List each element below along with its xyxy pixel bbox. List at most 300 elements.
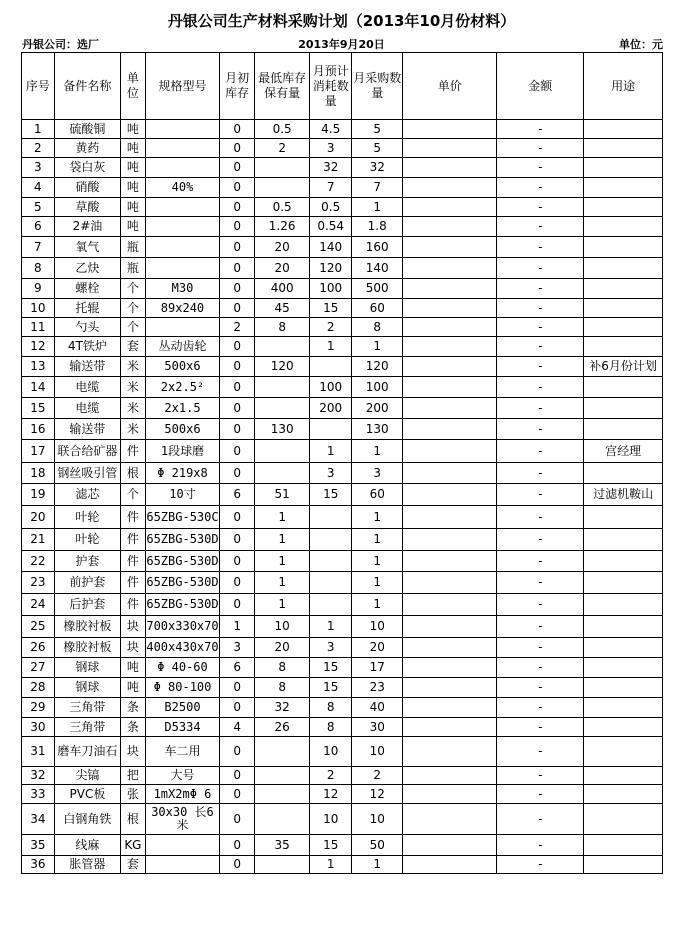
cell-purpose <box>584 594 663 616</box>
table-row <box>22 638 663 658</box>
cell-min-stock <box>255 785 310 804</box>
cell-min-stock: 1 <box>255 572 310 594</box>
cell-unit-price <box>403 158 497 178</box>
cell-name: 硝酸 <box>54 178 120 198</box>
table-row <box>22 856 663 874</box>
cell-min-stock: 1.26 <box>255 217 310 237</box>
header-opening-stock: 月初库存 <box>220 53 255 120</box>
cell-opening-stock: 0 <box>220 357 255 377</box>
table-row <box>22 616 663 638</box>
cell-unit-price <box>403 718 497 737</box>
cell-unit-price <box>403 198 497 217</box>
cell-min-stock <box>255 804 310 835</box>
cell-spec: M30 <box>145 279 220 299</box>
cell-unit: 条 <box>121 698 146 718</box>
cell-purchase-qty: 12 <box>352 785 403 804</box>
cell-planned-consumption <box>310 419 352 440</box>
cell-opening-stock: 0 <box>220 856 255 874</box>
cell-spec <box>145 835 220 856</box>
cell-planned-consumption: 200 <box>310 398 352 419</box>
cell-spec: 1mX2mΦ 6 <box>145 785 220 804</box>
cell-seq: 24 <box>22 594 55 616</box>
cell-amount: - <box>497 258 584 279</box>
cell-min-stock: 1 <box>255 594 310 616</box>
cell-purpose <box>584 377 663 398</box>
cell-seq: 13 <box>22 357 55 377</box>
cell-min-stock: 130 <box>255 419 310 440</box>
cell-amount: - <box>497 594 584 616</box>
cell-opening-stock: 0 <box>220 551 255 572</box>
cell-name: 勺头 <box>54 318 120 337</box>
cell-unit-price <box>403 698 497 718</box>
cell-purchase-qty: 50 <box>352 835 403 856</box>
cell-purpose <box>584 337 663 357</box>
cell-unit-price <box>403 357 497 377</box>
cell-spec: 89x240 <box>145 299 220 318</box>
cell-purchase-qty: 200 <box>352 398 403 419</box>
cell-unit-price <box>403 337 497 357</box>
cell-seq: 2 <box>22 139 55 158</box>
table-row <box>22 120 663 139</box>
cell-name: 叶轮 <box>54 529 120 551</box>
cell-seq: 34 <box>22 804 55 835</box>
cell-unit: 块 <box>121 737 146 767</box>
table-row <box>22 463 663 484</box>
cell-purpose <box>584 856 663 874</box>
cell-name: 钢球 <box>54 658 120 678</box>
cell-unit-price <box>403 120 497 139</box>
cell-planned-consumption: 3 <box>310 638 352 658</box>
cell-seq: 26 <box>22 638 55 658</box>
cell-seq: 19 <box>22 484 55 506</box>
cell-name: 乙炔 <box>54 258 120 279</box>
cell-unit-price <box>403 835 497 856</box>
cell-min-stock: 20 <box>255 258 310 279</box>
cell-opening-stock: 0 <box>220 835 255 856</box>
cell-unit: 件 <box>121 551 146 572</box>
cell-min-stock: 32 <box>255 698 310 718</box>
cell-planned-consumption: 1 <box>310 856 352 874</box>
cell-amount: - <box>497 718 584 737</box>
cell-unit-price <box>403 856 497 874</box>
cell-name: 电缆 <box>54 398 120 419</box>
cell-unit: 个 <box>121 299 146 318</box>
cell-name: 胀管器 <box>54 856 120 874</box>
cell-min-stock <box>255 398 310 419</box>
cell-name: 钢丝吸引管 <box>54 463 120 484</box>
purchase-plan-table <box>21 52 663 874</box>
cell-name: 后护套 <box>54 594 120 616</box>
cell-purpose <box>584 299 663 318</box>
cell-purpose <box>584 767 663 785</box>
cell-opening-stock: 0 <box>220 767 255 785</box>
cell-unit-price <box>403 377 497 398</box>
cell-opening-stock: 0 <box>220 139 255 158</box>
cell-min-stock: 8 <box>255 318 310 337</box>
cell-spec <box>145 198 220 217</box>
cell-unit-price <box>403 237 497 258</box>
cell-unit-price <box>403 551 497 572</box>
cell-purpose <box>584 551 663 572</box>
cell-name: 叶轮 <box>54 506 120 529</box>
cell-purpose <box>584 529 663 551</box>
cell-spec: 1段球磨 <box>145 440 220 463</box>
cell-unit: 米 <box>121 377 146 398</box>
cell-planned-consumption: 100 <box>310 279 352 299</box>
cell-opening-stock: 0 <box>220 529 255 551</box>
cell-purchase-qty: 1.8 <box>352 217 403 237</box>
cell-name: 草酸 <box>54 198 120 217</box>
cell-opening-stock: 0 <box>220 198 255 217</box>
table-row <box>22 139 663 158</box>
cell-spec: 10寸 <box>145 484 220 506</box>
cell-unit: 吨 <box>121 198 146 217</box>
cell-min-stock <box>255 463 310 484</box>
cell-purchase-qty: 23 <box>352 678 403 698</box>
cell-min-stock: 1 <box>255 529 310 551</box>
cell-min-stock: 35 <box>255 835 310 856</box>
cell-unit-price <box>403 299 497 318</box>
cell-amount: - <box>497 120 584 139</box>
header-seq: 序号 <box>22 53 55 120</box>
cell-purpose <box>584 419 663 440</box>
header-purchase-qty: 月采购数量 <box>352 53 403 120</box>
cell-purpose <box>584 217 663 237</box>
cell-min-stock <box>255 377 310 398</box>
cell-spec: 400x430x70 <box>145 638 220 658</box>
cell-unit-price <box>403 678 497 698</box>
cell-purpose <box>584 737 663 767</box>
cell-spec <box>145 258 220 279</box>
cell-name: 4T铁炉 <box>54 337 120 357</box>
table-row <box>22 337 663 357</box>
cell-spec: 500x6 <box>145 357 220 377</box>
table-row <box>22 804 663 835</box>
cell-purpose <box>584 506 663 529</box>
cell-spec: Φ 80-100 <box>145 678 220 698</box>
cell-opening-stock: 0 <box>220 506 255 529</box>
cell-purchase-qty: 100 <box>352 377 403 398</box>
cell-purpose <box>584 835 663 856</box>
cell-unit-price <box>403 440 497 463</box>
cell-purchase-qty: 60 <box>352 299 403 318</box>
cell-opening-stock: 0 <box>220 299 255 318</box>
cell-amount: - <box>497 835 584 856</box>
cell-spec: 65ZBG-530D <box>145 551 220 572</box>
cell-amount: - <box>497 299 584 318</box>
cell-purchase-qty: 140 <box>352 258 403 279</box>
cell-opening-stock: 6 <box>220 484 255 506</box>
cell-purpose <box>584 237 663 258</box>
cell-unit: 件 <box>121 506 146 529</box>
cell-unit: 米 <box>121 398 146 419</box>
cell-unit-price <box>403 258 497 279</box>
cell-amount: - <box>497 398 584 419</box>
cell-min-stock <box>255 178 310 198</box>
cell-amount: - <box>497 198 584 217</box>
cell-seq: 35 <box>22 835 55 856</box>
cell-planned-consumption: 1 <box>310 337 352 357</box>
cell-spec: 700x330x70 <box>145 616 220 638</box>
cell-opening-stock: 6 <box>220 658 255 678</box>
cell-purpose <box>584 258 663 279</box>
cell-purpose: 补6月份计划 <box>584 357 663 377</box>
cell-min-stock: 120 <box>255 357 310 377</box>
cell-opening-stock: 0 <box>220 804 255 835</box>
table-row <box>22 178 663 198</box>
table-row <box>22 658 663 678</box>
cell-spec: 车二用 <box>145 737 220 767</box>
cell-unit-price <box>403 804 497 835</box>
cell-purchase-qty: 10 <box>352 737 403 767</box>
cell-purpose: 宫经理 <box>584 440 663 463</box>
cell-purchase-qty: 60 <box>352 484 403 506</box>
cell-purchase-qty: 5 <box>352 139 403 158</box>
cell-seq: 18 <box>22 463 55 484</box>
cell-seq: 6 <box>22 217 55 237</box>
cell-min-stock: 8 <box>255 658 310 678</box>
cell-min-stock: 0.5 <box>255 120 310 139</box>
cell-min-stock: 45 <box>255 299 310 318</box>
cell-amount: - <box>497 484 584 506</box>
cell-planned-consumption: 12 <box>310 785 352 804</box>
cell-opening-stock: 0 <box>220 120 255 139</box>
cell-min-stock: 20 <box>255 237 310 258</box>
cell-unit: 吨 <box>121 217 146 237</box>
cell-seq: 36 <box>22 856 55 874</box>
cell-seq: 20 <box>22 506 55 529</box>
cell-name: PVC板 <box>54 785 120 804</box>
cell-amount: - <box>497 217 584 237</box>
cell-amount: - <box>497 737 584 767</box>
cell-unit: 件 <box>121 594 146 616</box>
cell-planned-consumption: 1 <box>310 440 352 463</box>
cell-purchase-qty: 1 <box>352 198 403 217</box>
cell-opening-stock: 2 <box>220 318 255 337</box>
cell-opening-stock: 0 <box>220 785 255 804</box>
cell-unit: 吨 <box>121 158 146 178</box>
cell-purchase-qty: 40 <box>352 698 403 718</box>
cell-planned-consumption: 2 <box>310 318 352 337</box>
cell-planned-consumption: 15 <box>310 835 352 856</box>
cell-min-stock <box>255 767 310 785</box>
header-name: 备件名称 <box>54 53 120 120</box>
table-row <box>22 529 663 551</box>
cell-unit: 瓶 <box>121 258 146 279</box>
cell-opening-stock: 0 <box>220 463 255 484</box>
table-row <box>22 158 663 178</box>
cell-unit-price <box>403 658 497 678</box>
cell-seq: 28 <box>22 678 55 698</box>
cell-spec: 30x30 长6米 <box>145 804 220 835</box>
cell-unit: 套 <box>121 856 146 874</box>
table-row <box>22 678 663 698</box>
cell-seq: 17 <box>22 440 55 463</box>
cell-unit: 张 <box>121 785 146 804</box>
cell-purpose <box>584 120 663 139</box>
cell-name: 黄药 <box>54 139 120 158</box>
cell-spec <box>145 217 220 237</box>
table-row <box>22 419 663 440</box>
cell-purchase-qty: 17 <box>352 658 403 678</box>
cell-purchase-qty: 1 <box>352 594 403 616</box>
cell-purchase-qty: 1 <box>352 440 403 463</box>
cell-unit: 根 <box>121 463 146 484</box>
cell-seq: 10 <box>22 299 55 318</box>
cell-spec: 65ZBG-530D <box>145 572 220 594</box>
cell-unit-price <box>403 529 497 551</box>
cell-unit: 吨 <box>121 678 146 698</box>
cell-seq: 25 <box>22 616 55 638</box>
cell-min-stock: 400 <box>255 279 310 299</box>
table-row <box>22 357 663 377</box>
cell-purchase-qty: 1 <box>352 506 403 529</box>
cell-name: 电缆 <box>54 377 120 398</box>
header-min-stock: 最低库存保有量 <box>255 53 310 120</box>
cell-purchase-qty: 30 <box>352 718 403 737</box>
cell-opening-stock: 0 <box>220 217 255 237</box>
table-row <box>22 318 663 337</box>
cell-unit-price <box>403 638 497 658</box>
cell-unit: 瓶 <box>121 237 146 258</box>
cell-purpose <box>584 398 663 419</box>
cell-planned-consumption <box>310 572 352 594</box>
cell-min-stock: 1 <box>255 506 310 529</box>
cell-amount: - <box>497 279 584 299</box>
cell-planned-consumption: 1 <box>310 616 352 638</box>
cell-purpose <box>584 658 663 678</box>
cell-spec: Φ 40-60 <box>145 658 220 678</box>
cell-unit: 块 <box>121 616 146 638</box>
cell-name: 硫酸铜 <box>54 120 120 139</box>
date-label: 2013年9月20日 <box>298 38 385 51</box>
cell-min-stock: 2 <box>255 139 310 158</box>
cell-seq: 27 <box>22 658 55 678</box>
cell-planned-consumption <box>310 529 352 551</box>
cell-opening-stock: 0 <box>220 377 255 398</box>
header-unit: 单位 <box>121 53 146 120</box>
cell-purpose <box>584 638 663 658</box>
cell-unit-price <box>403 572 497 594</box>
cell-opening-stock: 0 <box>220 594 255 616</box>
cell-spec: 65ZBG-530C <box>145 506 220 529</box>
cell-name: 螺栓 <box>54 279 120 299</box>
cell-opening-stock: 0 <box>220 698 255 718</box>
cell-purpose <box>584 678 663 698</box>
company-label: 丹银公司：选厂 <box>22 38 99 51</box>
cell-seq: 8 <box>22 258 55 279</box>
cell-planned-consumption <box>310 506 352 529</box>
cell-opening-stock: 0 <box>220 258 255 279</box>
cell-opening-stock: 0 <box>220 158 255 178</box>
table-row <box>22 198 663 217</box>
cell-name: 磨车刀油石 <box>54 737 120 767</box>
cell-amount: - <box>497 616 584 638</box>
cell-planned-consumption: 100 <box>310 377 352 398</box>
cell-opening-stock: 0 <box>220 572 255 594</box>
table-row <box>22 377 663 398</box>
cell-planned-consumption: 4.5 <box>310 120 352 139</box>
cell-spec: 2x1.5 <box>145 398 220 419</box>
cell-planned-consumption: 10 <box>310 804 352 835</box>
table-row <box>22 258 663 279</box>
cell-seq: 15 <box>22 398 55 419</box>
cell-min-stock <box>255 856 310 874</box>
cell-opening-stock: 0 <box>220 337 255 357</box>
cell-purchase-qty: 8 <box>352 318 403 337</box>
cell-purpose <box>584 785 663 804</box>
cell-amount: - <box>497 419 584 440</box>
table-row <box>22 785 663 804</box>
cell-spec <box>145 139 220 158</box>
cell-purpose <box>584 804 663 835</box>
cell-min-stock: 26 <box>255 718 310 737</box>
cell-name: 三角带 <box>54 698 120 718</box>
header-row <box>22 53 663 120</box>
cell-purchase-qty: 10 <box>352 804 403 835</box>
cell-seq: 31 <box>22 737 55 767</box>
cell-purchase-qty: 1 <box>352 856 403 874</box>
cell-amount: - <box>497 698 584 718</box>
cell-purchase-qty: 1 <box>352 572 403 594</box>
cell-seq: 14 <box>22 377 55 398</box>
table-row <box>22 279 663 299</box>
cell-purchase-qty: 3 <box>352 463 403 484</box>
cell-spec <box>145 318 220 337</box>
currency-unit-label: 单位：元 <box>619 38 663 51</box>
cell-unit-price <box>403 767 497 785</box>
cell-unit: 吨 <box>121 658 146 678</box>
cell-purchase-qty: 500 <box>352 279 403 299</box>
cell-planned-consumption: 10 <box>310 737 352 767</box>
cell-spec: 丛动齿轮 <box>145 337 220 357</box>
cell-unit: 条 <box>121 718 146 737</box>
cell-planned-consumption: 3 <box>310 139 352 158</box>
cell-seq: 5 <box>22 198 55 217</box>
cell-purpose <box>584 178 663 198</box>
cell-seq: 30 <box>22 718 55 737</box>
cell-purchase-qty: 32 <box>352 158 403 178</box>
cell-unit: 套 <box>121 337 146 357</box>
cell-planned-consumption: 8 <box>310 698 352 718</box>
cell-opening-stock: 3 <box>220 638 255 658</box>
cell-amount: - <box>497 572 584 594</box>
cell-purchase-qty: 20 <box>352 638 403 658</box>
cell-name: 前护套 <box>54 572 120 594</box>
cell-min-stock <box>255 337 310 357</box>
cell-min-stock <box>255 440 310 463</box>
cell-purpose <box>584 698 663 718</box>
cell-name: 护套 <box>54 551 120 572</box>
cell-spec: 大号 <box>145 767 220 785</box>
cell-spec: Φ 219x8 <box>145 463 220 484</box>
cell-seq: 12 <box>22 337 55 357</box>
cell-purpose <box>584 572 663 594</box>
cell-name: 联合给矿器 <box>54 440 120 463</box>
table-row <box>22 398 663 419</box>
cell-opening-stock: 0 <box>220 237 255 258</box>
cell-amount: - <box>497 139 584 158</box>
header-planned-consumption: 月预计消耗数量 <box>310 53 352 120</box>
cell-name: 袋白灰 <box>54 158 120 178</box>
cell-amount: - <box>497 785 584 804</box>
cell-min-stock: 1 <box>255 551 310 572</box>
cell-purpose: 过滤机鞍山 <box>584 484 663 506</box>
cell-planned-consumption: 32 <box>310 158 352 178</box>
cell-spec: 500x6 <box>145 419 220 440</box>
cell-purchase-qty: 160 <box>352 237 403 258</box>
cell-unit: KG <box>121 835 146 856</box>
